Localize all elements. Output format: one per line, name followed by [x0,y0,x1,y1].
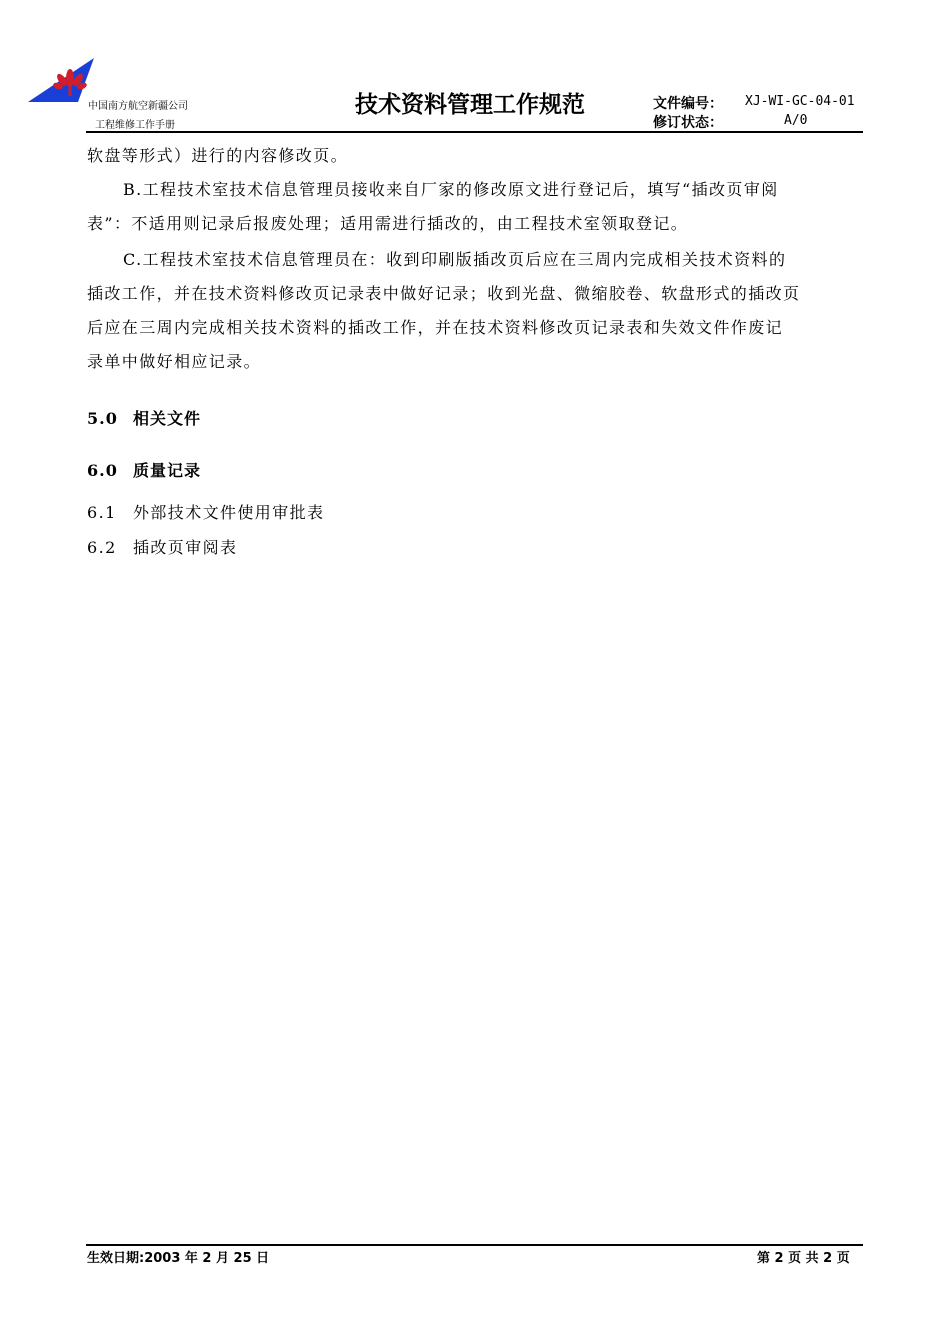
header-divider [86,131,863,133]
item-number: 6.2 [87,538,117,557]
item-text: 外部技术文件使用审批表 [133,503,325,522]
item-text: 插改页审阅表 [133,538,238,557]
section-heading-5 [87,406,201,429]
paragraph-b [87,173,863,241]
paragraph-c [87,243,863,379]
china-southern-logo [28,56,96,104]
text-line: 插改工作，并在技术资料修改页记录表中做好记录；收到光盘、微缩胶卷、软盘形式的插改页 [87,284,801,303]
revision-label: 修订状态： [653,115,723,131]
text-line: 表”：不适用则记录后报废处理；适用需进行插改的，由工程技术室领取登记。 [87,214,689,233]
page-title: 技术资料管理工作规范 [355,92,585,118]
doc-number-value: XJ-WI-GC-04-01 [745,94,855,109]
kapok-flower-icon [28,56,96,104]
list-item [87,500,324,523]
doc-number-label: 文件编号： [653,96,723,112]
company-name: 中国南方航空新疆公司 [88,101,188,112]
effective-date: 生效日期:2003 年 2 月 25 日 [87,1251,270,1266]
manual-name: 工程维修工作手册 [95,120,175,131]
section-title: 相关文件 [133,409,202,428]
page-indicator: 第 2 页 共 2 页 [757,1251,850,1266]
text-line: B.工程技术室技术信息管理员接收来自厂家的修改原文进行登记后，填写“插改页审阅 [123,180,779,199]
section-title: 质量记录 [133,461,202,480]
list-item [87,535,237,558]
text-line: C.工程技术室技术信息管理员在：收到印刷版插改页后应在三周内完成相关技术资料的 [123,250,787,269]
item-number: 6.1 [87,503,117,522]
section-number: 6.0 [87,461,118,480]
section-number: 5.0 [87,409,118,428]
paragraph-continuation [87,139,863,173]
section-heading-6 [87,458,201,481]
text-line: 后应在三周内完成相关技术资料的插改工作，并在技术资料修改页记录表和失效文件作废记 [87,318,784,337]
text-line: 软盘等形式）进行的内容修改页。 [87,146,349,165]
revision-value: A/0 [784,113,808,128]
text-line: 录单中做好相应记录。 [87,352,262,371]
footer-divider [86,1244,863,1246]
